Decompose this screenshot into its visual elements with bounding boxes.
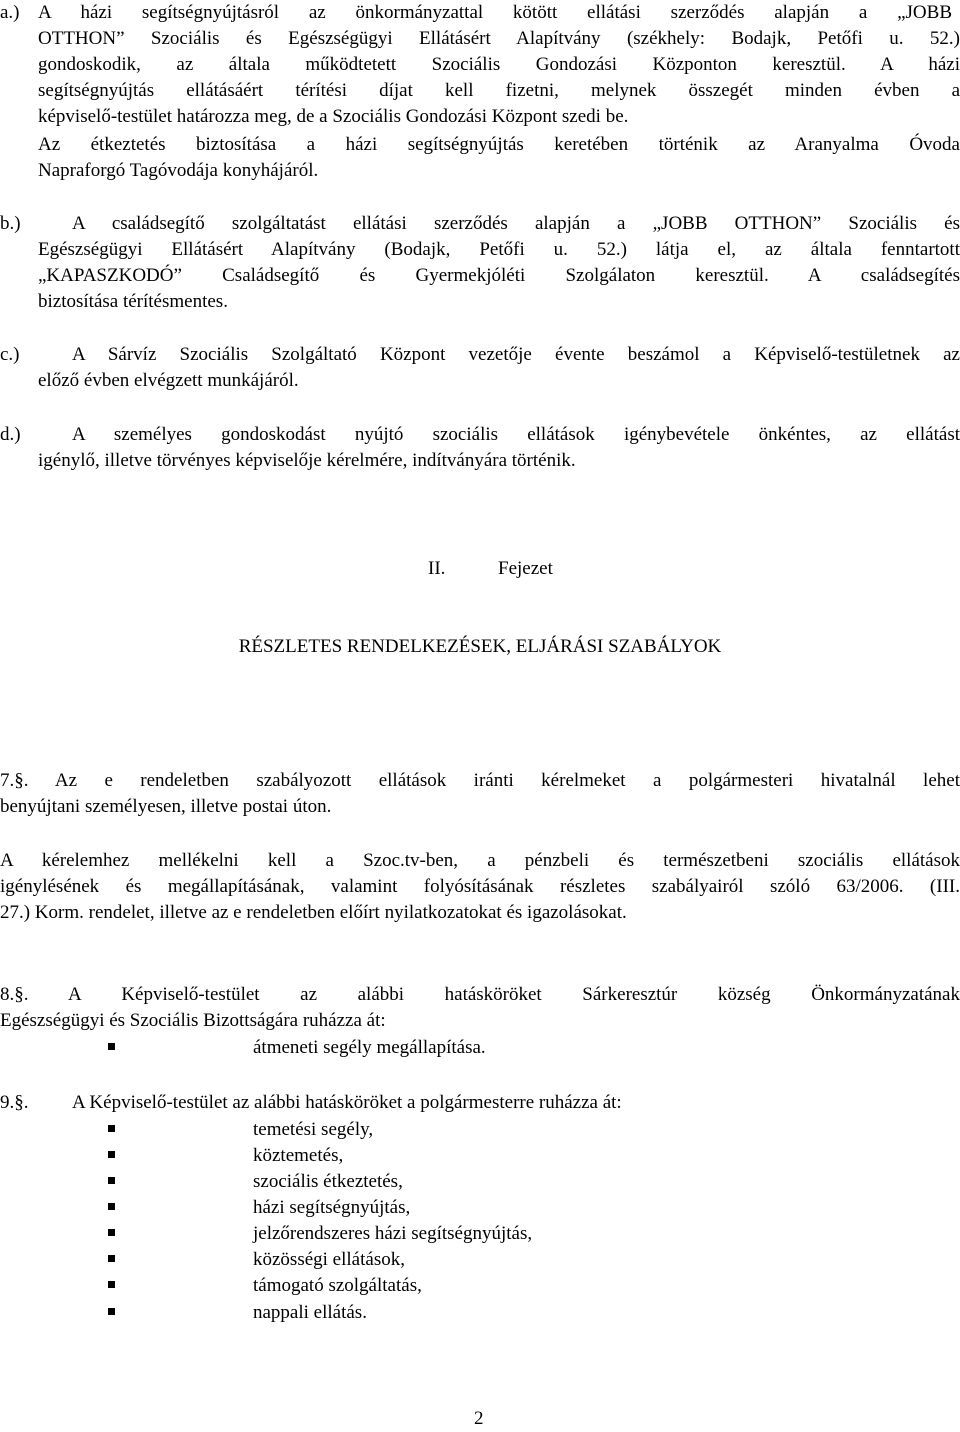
square-bullet-icon <box>108 1229 115 1236</box>
list-item <box>0 1195 960 1221</box>
paragraph-b-line: biztosítása térítésmentes. <box>38 291 228 312</box>
paragraph-b-label: b.) <box>0 213 21 234</box>
section-7-line: benyújtani személyesen, illetve postai úton. <box>0 796 332 817</box>
chapter-title: RÉSZLETES RENDELKEZÉSEK, ELJÁRÁSI SZABÁLYOK <box>238 636 722 657</box>
section-8-line: Egészségügyi és Szociális Bizottságára ruházza át: <box>0 1010 386 1031</box>
list-item-text: házi segítségnyújtás, <box>253 1197 411 1218</box>
list-item-text: nappali ellátás. <box>253 1302 367 1323</box>
section-7-attachment-line: 27.) Korm. rendelet, illetve az e rendeletben előírt nyilatkozatokat és igazolásokat. <box>0 902 627 923</box>
paragraph-a-line: A házi segítségnyújtásról az önkormányzattal kötött ellátási szerződés alapján a „JOBB <box>38 2 952 23</box>
list-item <box>0 1117 960 1143</box>
paragraph-a-food-line: Napraforgó Tagóvodája konyhájáról. <box>38 160 319 181</box>
square-bullet-icon <box>108 1255 115 1262</box>
square-bullet-icon <box>108 1308 115 1315</box>
list-item <box>0 1221 960 1247</box>
paragraph-d-label: d.) <box>0 424 21 445</box>
list-item <box>0 1247 960 1273</box>
section-7-attachment-line: igénylésének és megállapításának, valamint folyósításának részletes szabályairól szóló 63/2006. (III. <box>0 876 960 897</box>
square-bullet-icon <box>108 1043 115 1050</box>
paragraph-b-line: Egészségügyi Ellátásért Alapítvány (Bodajk, Petőfi u. 52.) látja el, az általa fenntartott <box>38 239 960 260</box>
paragraph-b-line: A családsegítő szolgáltatást ellátási szerződés alapján a „JOBB OTTHON” Szociális és <box>72 213 960 234</box>
list-item <box>0 1035 960 1061</box>
paragraph-a-line: gondoskodik, az általa működtetett Szociális Gondozási Központon keresztül. A házi <box>38 54 960 75</box>
list-item-text: átmeneti segély megállapítása. <box>253 1037 486 1058</box>
square-bullet-icon <box>108 1281 115 1288</box>
list-item-text: köztemetés, <box>253 1145 344 1166</box>
section-8-line: 8.§. A Képviselő-testület az alábbi hatásköröket Sárkeresztúr község Önkormányzatának <box>0 984 960 1005</box>
paragraph-a-food-line: Az étkeztetés biztosítása a házi segítségnyújtás keretében történik az Aranyalma Óvoda <box>38 134 960 155</box>
paragraph-d-line: igénylő, illetve törvényes képviselője kérelmére, indítványára történik. <box>38 450 576 471</box>
square-bullet-icon <box>108 1151 115 1158</box>
list-item-text: temetési segély, <box>253 1119 374 1140</box>
page-number: 2 <box>474 1408 484 1429</box>
paragraph-a-line: OTTHON” Szociális és Egészségügyi Ellátásért Alapítvány (székhely: Bodajk, Petőfi u. 52.) <box>38 28 960 49</box>
square-bullet-icon <box>108 1203 115 1210</box>
paragraph-c-line: előző évben elvégzett munkájáról. <box>38 370 299 391</box>
list-item-text: szociális étkeztetés, <box>253 1171 403 1192</box>
paragraph-a-line: segítségnyújtás ellátásáért térítési díjat kell fizetni, melynek összegét minden évben a <box>38 80 960 101</box>
list-item <box>0 1300 960 1326</box>
paragraph-b-line: „KAPASZKODÓ” Családsegítő és Gyermekjóléti Szolgálaton keresztül. A családsegítés <box>38 265 960 286</box>
list-item <box>0 1143 960 1169</box>
list-item-text: jelzőrendszeres házi segítségnyújtás, <box>253 1223 533 1244</box>
chapter-word: Fejezet <box>498 558 553 579</box>
paragraph-a-label: a.) <box>0 2 20 23</box>
square-bullet-icon <box>108 1177 115 1184</box>
section-7-line: 7.§. Az e rendeletben szabályozott ellátások iránti kérelmeket a polgármesteri hivatalnál lehet <box>0 770 960 791</box>
chapter-number: II. <box>428 558 446 579</box>
paragraph-a-line: képviselő-testület határozza meg, de a Szociális Gondozási Központ szedi be. <box>38 106 629 127</box>
paragraph-d-line: A személyes gondoskodást nyújtó szociális ellátások igénybevétele önkéntes, az ellátást <box>72 424 960 445</box>
paragraph-c-line: A Sárvíz Szociális Szolgáltató Központ vezetője évente beszámol a Képviselő-testületnek az <box>72 344 960 365</box>
section-7-attachment-line: A kérelemhez mellékelni kell a Szoc.tv-ben, a pénzbeli és természetbeni szociális ellátások <box>0 850 960 871</box>
list-item-text: közösségi ellátások, <box>253 1249 405 1270</box>
list-item <box>0 1273 960 1299</box>
list-item <box>0 1169 960 1195</box>
paragraph-c-label: c.) <box>0 344 20 365</box>
square-bullet-icon <box>108 1125 115 1132</box>
list-item-text: támogató szolgáltatás, <box>253 1275 422 1296</box>
section-9-label: 9.§. <box>0 1092 29 1113</box>
section-9-text: A Képviselő-testület az alábbi hatásköröket a polgármesterre ruházza át: <box>72 1092 622 1113</box>
